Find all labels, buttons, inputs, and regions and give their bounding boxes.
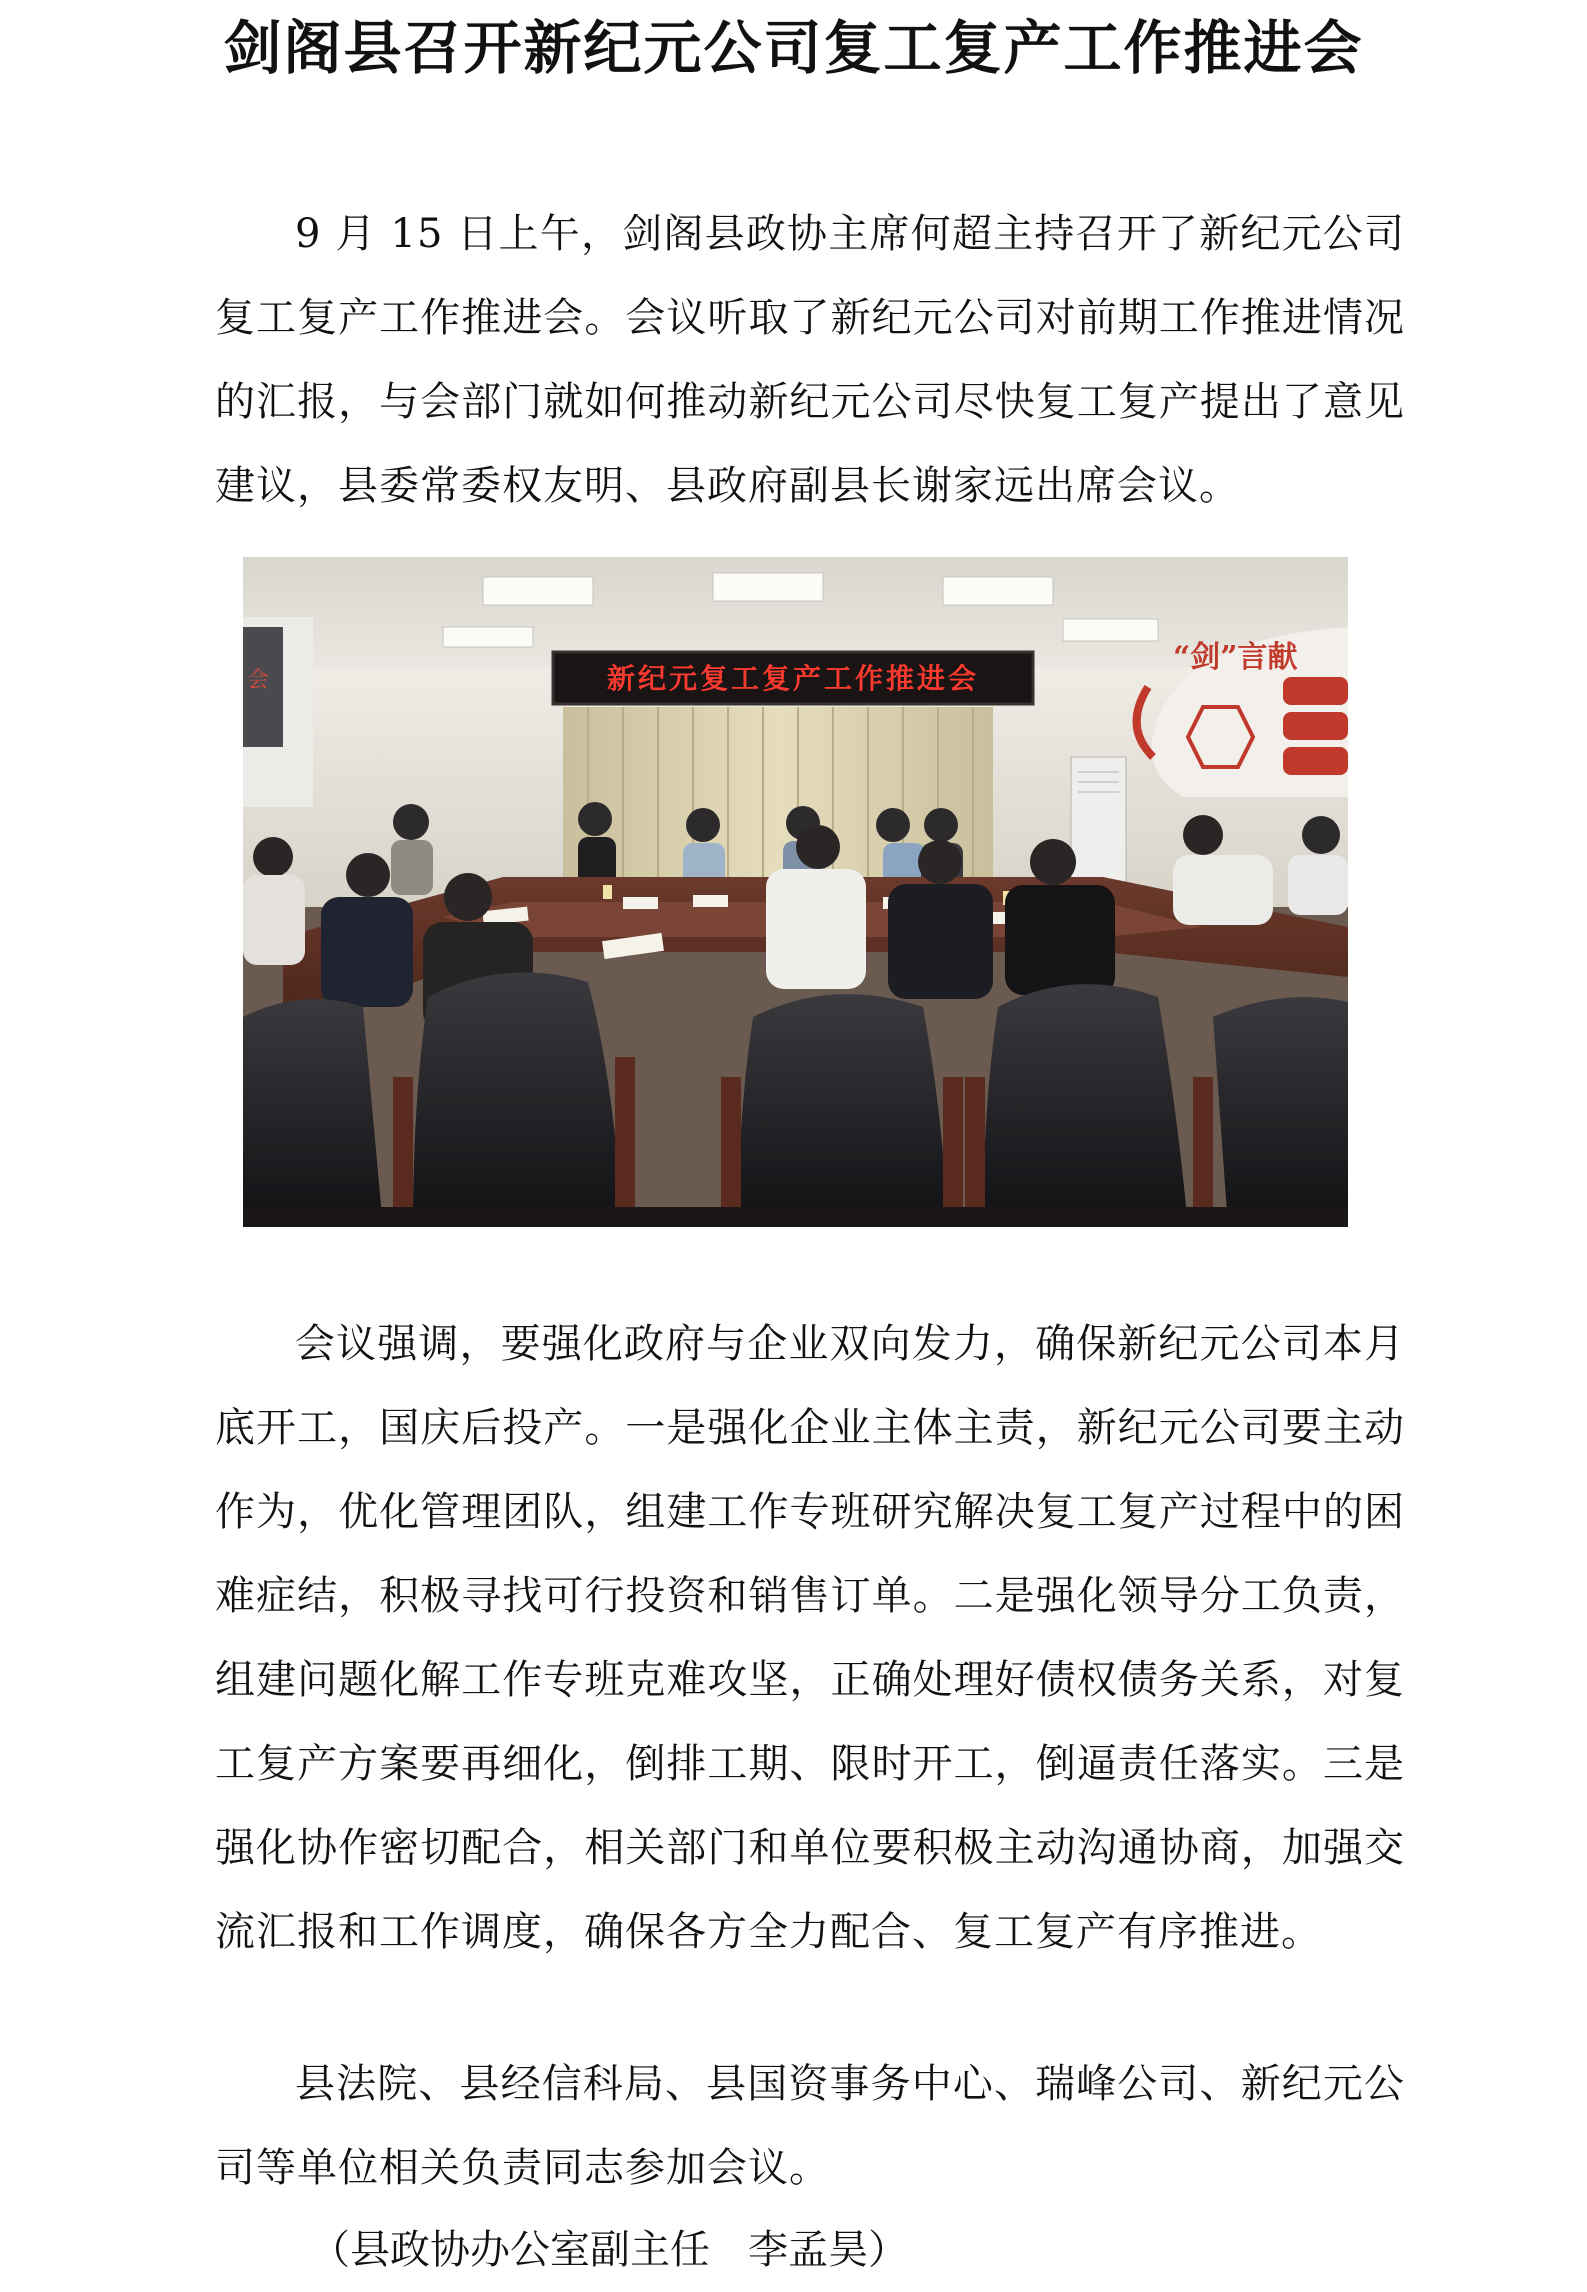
svg-text:会: 会 (247, 668, 270, 693)
article-paragraph-1: 9 月 15 日上午，剑阁县政协主席何超主持召开了新纪元公司复工复产工作推进会。会议听取了新纪元公司对前期工作推进情况的汇报，与会部门就如何推动新纪元公司尽快复工复产提出了意见建议，县委常委权友明、县政府副县长谢家远出席会议。 (215, 211, 1405, 509)
article-byline: （县政协办公室副主任 李孟昊） (310, 2227, 909, 2273)
article-paragraph-3: 县法院、县经信科局、县国资事务中心、瑞峰公司、新纪元公司等单位相关负责同志参加会议。 (215, 2061, 1405, 2191)
meeting-photo (243, 557, 1348, 1227)
article-paragraph-2: 会议强调，要强化政府与企业双向发力，确保新纪元公司本月底开工，国庆后投产。一是强化企业主体主责，新纪元公司要主动作为，优化管理团队，组建工作专班研究解决复工复产过程中的困难症结，积极寻找可行投资和销售订单。二是强化领导分工负责，组建问题化解工作专班克难攻坚，正确处理好债权债务关系，对复工复产方案要再细化，倒排工期、限时开工，倒逼责任落实。三是强化协作密切配合，相关部门和单位要积极主动沟通协商，加强交流汇报和工作调度，确保各方全力配合、复工复产有序推进。 (215, 1321, 1405, 1955)
article-title: 剑阁县召开新纪元公司复工复产工作推进会 (223, 14, 1364, 82)
wall-slogan-text: “剑”言献 (1173, 640, 1298, 675)
led-banner-text: 新纪元复工复产工作推进会 (606, 662, 980, 695)
